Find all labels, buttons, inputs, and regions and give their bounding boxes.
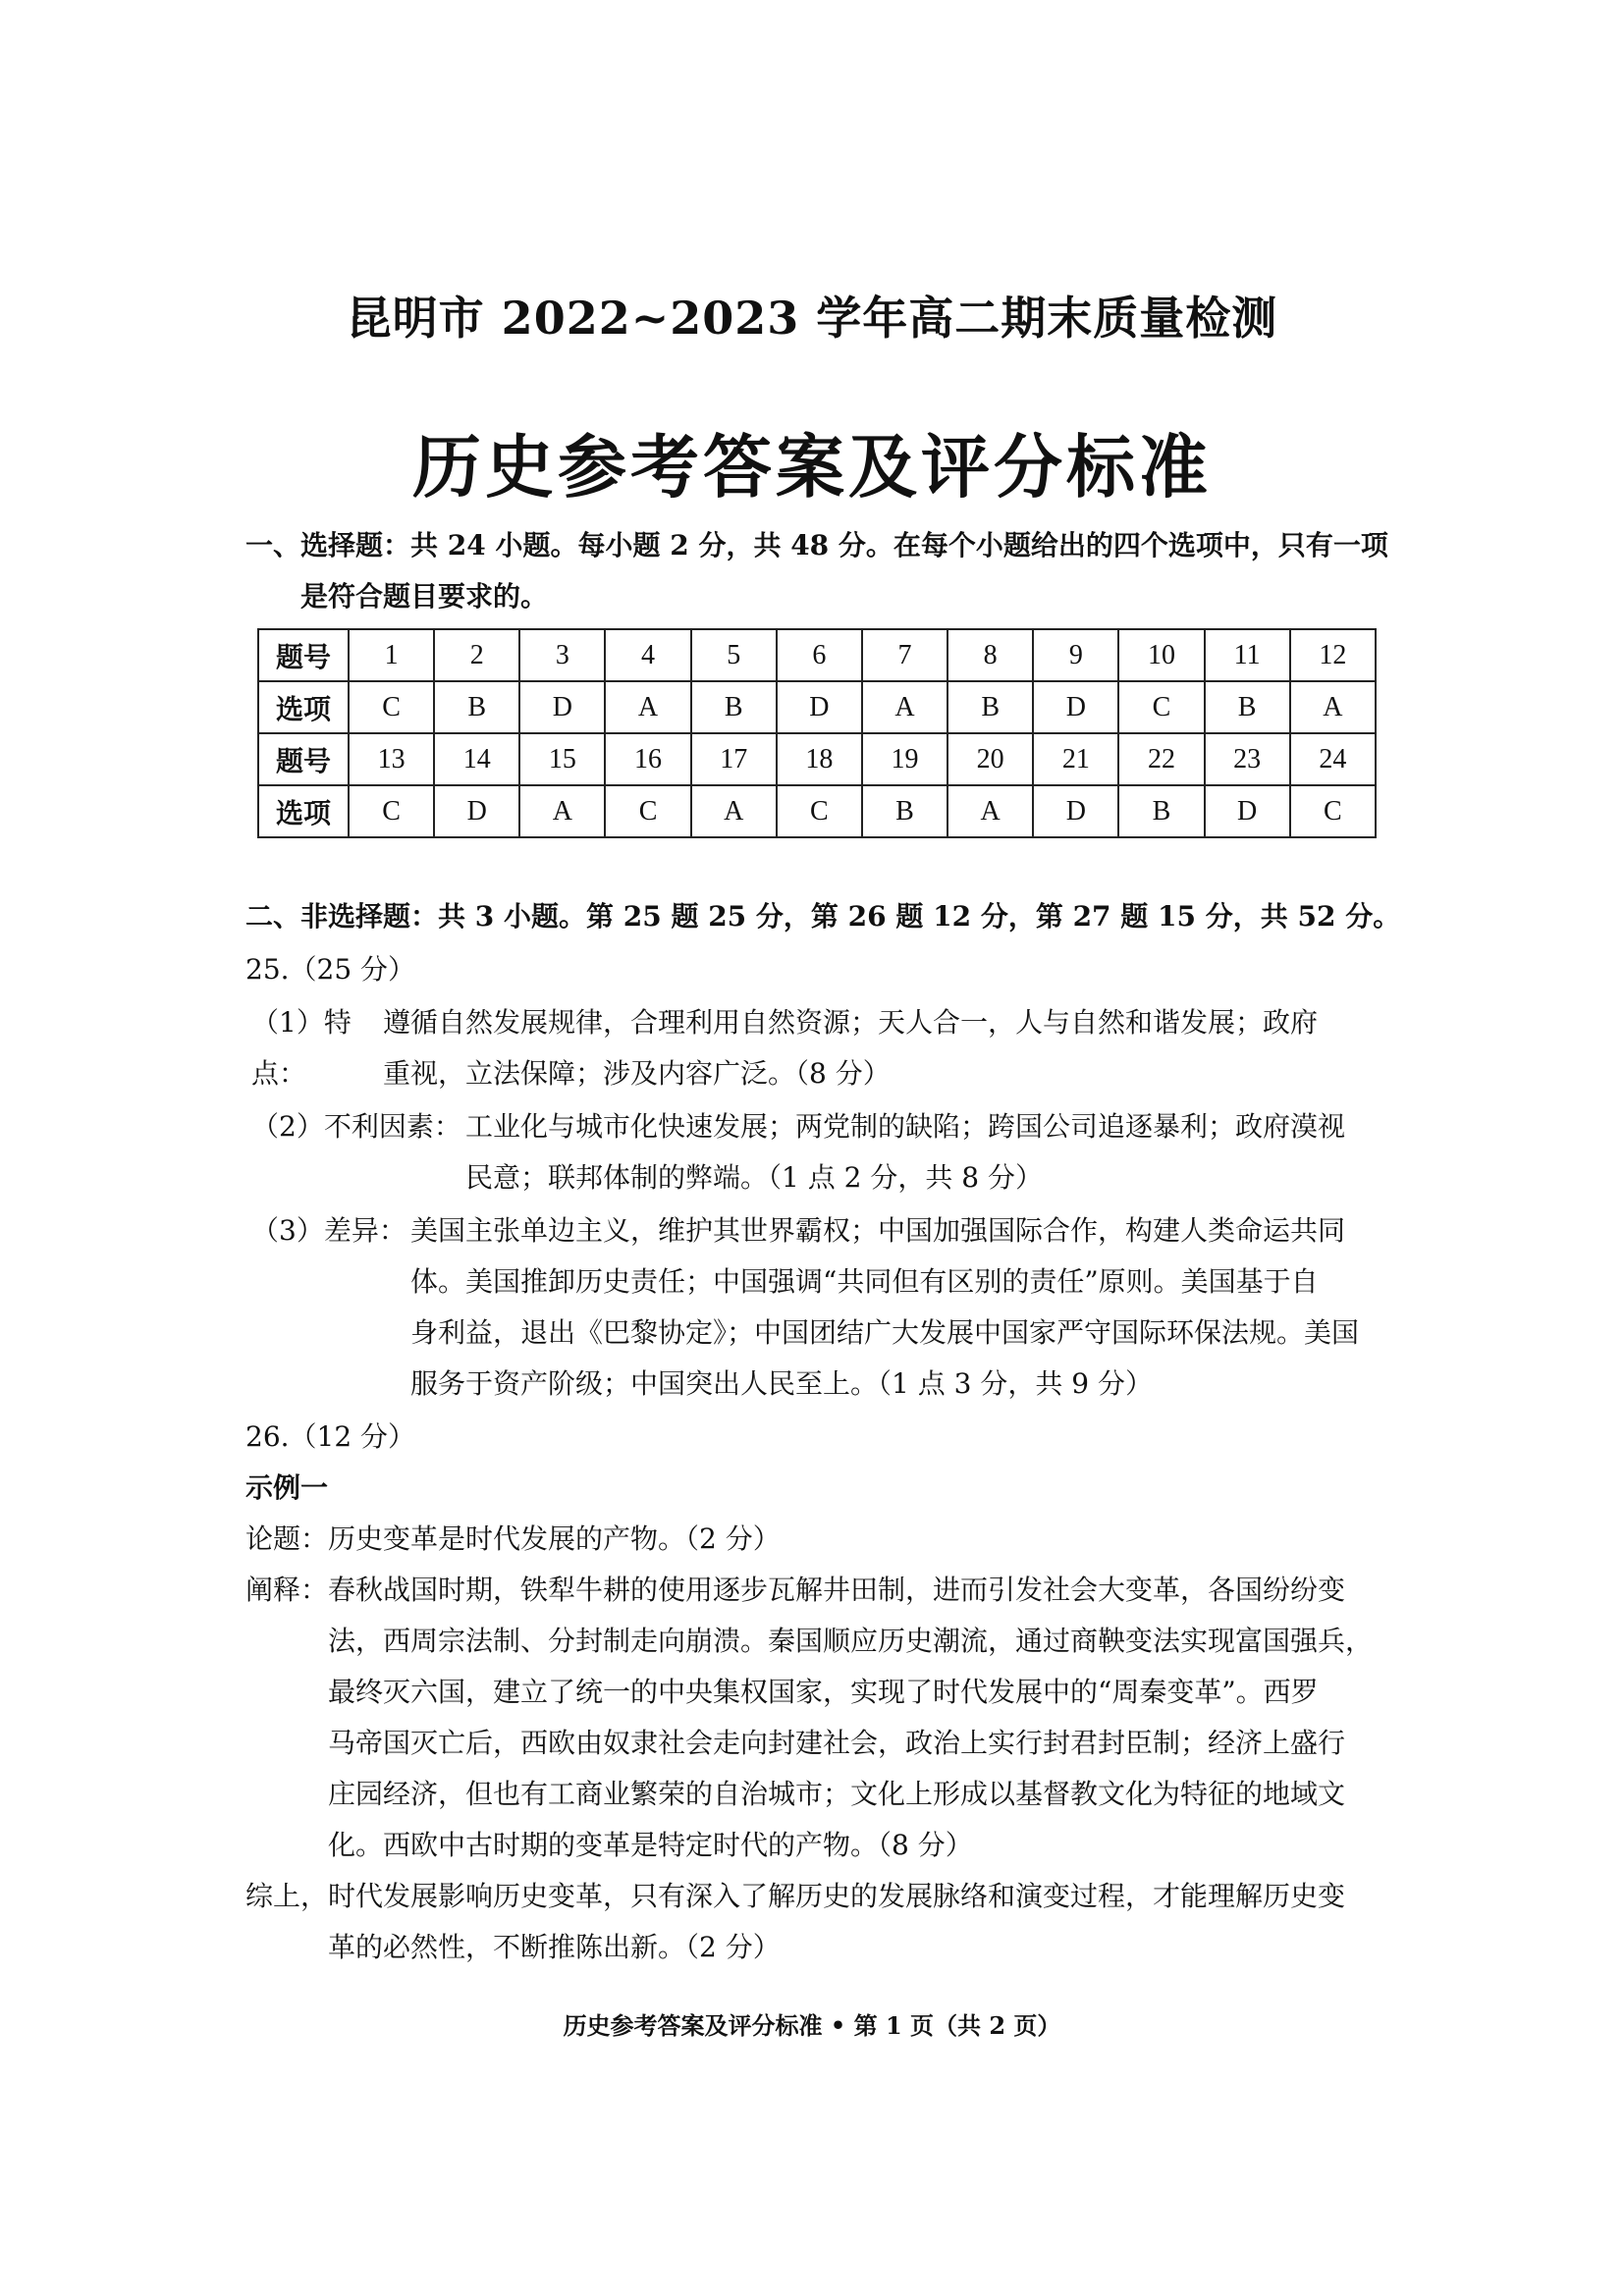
answer-cell: B xyxy=(1205,681,1290,733)
answer-cell: B xyxy=(947,681,1033,733)
answer-cell: C xyxy=(1118,681,1204,733)
q26-example-label: 示例一 xyxy=(245,1471,329,1504)
row-label: 题号 xyxy=(258,733,349,785)
question-number: 6 xyxy=(777,629,862,681)
question-number: 4 xyxy=(605,629,690,681)
q25-part2-line1: 工业化与城市化快速发展；两党制的缺陷；跨国公司追逐暴利；政府漠视 xyxy=(465,1110,1346,1143)
q26-thesis: 历史变革是时代发展的产物。（2 分） xyxy=(328,1522,781,1555)
answer-cell: B xyxy=(691,681,777,733)
question-number: 16 xyxy=(605,733,690,785)
answer-cell: A xyxy=(519,785,605,837)
question-number: 3 xyxy=(519,629,605,681)
answer-cell: A xyxy=(862,681,947,733)
q25-part3-line3: 身利益，退出《巴黎协定》；中国团结广大发展中国家严守国际环保法规。美国 xyxy=(410,1316,1360,1349)
section1-heading-line1: 一、选择题：共 24 小题。每小题 2 分，共 48 分。在每个小题给出的四个选项中，只有一项 xyxy=(245,529,1388,561)
section2-heading: 二、非选择题：共 3 小题。第 25 题 25 分，第 26 题 12 分，第 27 题 15 分，共 52 分。 xyxy=(245,900,1401,933)
question-number: 18 xyxy=(777,733,862,785)
q25-part2-label: （2）不利因素： xyxy=(251,1110,461,1143)
q25-part3-line2: 体。美国推卸历史责任；中国强调“共同但有区别的责任”原则。美国基于自 xyxy=(410,1265,1319,1298)
answer-cell: B xyxy=(862,785,947,837)
question-number: 8 xyxy=(947,629,1033,681)
question-number: 9 xyxy=(1033,629,1118,681)
q26-explain-line4: 马帝国灭亡后，西欧由奴隶社会走向封建社会，政治上实行封君封臣制；经济上盛行 xyxy=(328,1727,1346,1759)
q25-part1-line1: 遵循自然发展规律，合理利用自然资源；天人合一，人与自然和谐发展；政府 xyxy=(383,1006,1319,1039)
section1-heading-line2: 是符合题目要求的。 xyxy=(300,580,549,613)
question-number: 24 xyxy=(1290,733,1376,785)
answer-cell: C xyxy=(349,681,434,733)
table-row-answers-2 xyxy=(258,785,1376,837)
q26-explain-line5: 庄园经济，但也有工商业繁荣的自治城市；文化上形成以基督教文化为特征的地域文 xyxy=(328,1778,1346,1810)
q26-explain-line6: 化。西欧中古时期的变革是特定时代的产物。（8 分） xyxy=(328,1829,973,1861)
answer-cell: B xyxy=(1118,785,1204,837)
answer-cell: A xyxy=(947,785,1033,837)
q25-part1-line2: 重视，立法保障；涉及内容广泛。（8 分） xyxy=(383,1057,891,1090)
answer-cell: D xyxy=(519,681,605,733)
answer-cell: D xyxy=(434,785,519,837)
answer-cell: C xyxy=(1290,785,1376,837)
q26-thesis-label: 论题： xyxy=(245,1522,329,1555)
q25-part1-label: （1）特点： xyxy=(251,1006,352,1090)
question-number: 13 xyxy=(349,733,434,785)
question-number: 7 xyxy=(862,629,947,681)
q25-part3-line1: 美国主张单边主义，维护其世界霸权；中国加强国际合作，构建人类命运共同 xyxy=(410,1214,1346,1247)
question-number: 2 xyxy=(434,629,519,681)
table-row-answers-1 xyxy=(258,681,1376,733)
row-label: 选项 xyxy=(258,681,349,733)
question-number: 11 xyxy=(1205,629,1290,681)
question-number: 14 xyxy=(434,733,519,785)
answer-cell: D xyxy=(777,681,862,733)
question-number: 21 xyxy=(1033,733,1118,785)
answer-cell: B xyxy=(434,681,519,733)
page-footer: 历史参考答案及评分标准 • 第 1 页（共 2 页） xyxy=(563,2011,1061,2040)
answer-cell: C xyxy=(349,785,434,837)
q25-title: 25.（25 分） xyxy=(245,953,416,986)
question-number: 19 xyxy=(862,733,947,785)
question-number: 15 xyxy=(519,733,605,785)
question-number: 23 xyxy=(1205,733,1290,785)
q26-explain-line1: 春秋战国时期，铁犁牛耕的使用逐步瓦解井田制，进而引发社会大变革，各国纷纷变 xyxy=(328,1574,1346,1606)
q26-explain-line3: 最终灭六国，建立了统一的中央集权国家，实现了时代发展中的“周秦变革”。西罗 xyxy=(328,1676,1319,1708)
question-number: 12 xyxy=(1290,629,1376,681)
question-number: 10 xyxy=(1118,629,1204,681)
q25-part2-line2: 民意；联邦体制的弊端。（1 点 2 分，共 8 分） xyxy=(465,1161,1043,1194)
question-number: 17 xyxy=(691,733,777,785)
question-number: 22 xyxy=(1118,733,1204,785)
answer-cell: A xyxy=(1290,681,1376,733)
answer-table xyxy=(257,628,1377,838)
answer-cell: C xyxy=(605,785,690,837)
question-number: 1 xyxy=(349,629,434,681)
q25-part3-line4: 服务于资产阶级；中国突出人民至上。（1 点 3 分，共 9 分） xyxy=(410,1367,1153,1400)
q25-part3-label: （3）差异： xyxy=(251,1214,406,1247)
q26-title: 26.（12 分） xyxy=(245,1420,416,1453)
question-number: 20 xyxy=(947,733,1033,785)
document-title: 历史参考答案及评分标准 xyxy=(412,426,1212,507)
row-label: 题号 xyxy=(258,629,349,681)
answer-cell: C xyxy=(777,785,862,837)
answer-cell: A xyxy=(605,681,690,733)
table-row-numbers-2 xyxy=(258,733,1376,785)
q26-summary-line1: 综上，时代发展影响历史变革，只有深入了解历史的发展脉络和演变过程，才能理解历史变 xyxy=(245,1880,1346,1912)
answer-cell: D xyxy=(1033,681,1118,733)
answer-cell: D xyxy=(1205,785,1290,837)
row-label: 选项 xyxy=(258,785,349,837)
table-row-numbers-1 xyxy=(258,629,1376,681)
answer-cell: D xyxy=(1033,785,1118,837)
exam-title: 昆明市 2022~2023 学年高二期末质量检测 xyxy=(346,292,1278,345)
question-number: 5 xyxy=(691,629,777,681)
answer-cell: A xyxy=(691,785,777,837)
q26-explain-label: 阐释： xyxy=(245,1574,329,1606)
q26-summary-line2: 革的必然性，不断推陈出新。（2 分） xyxy=(328,1931,781,1963)
q26-explain-line2: 法，西周宗法制、分封制走向崩溃。秦国顺应历史潮流，通过商鞅变法实现富国强兵， xyxy=(328,1625,1374,1657)
